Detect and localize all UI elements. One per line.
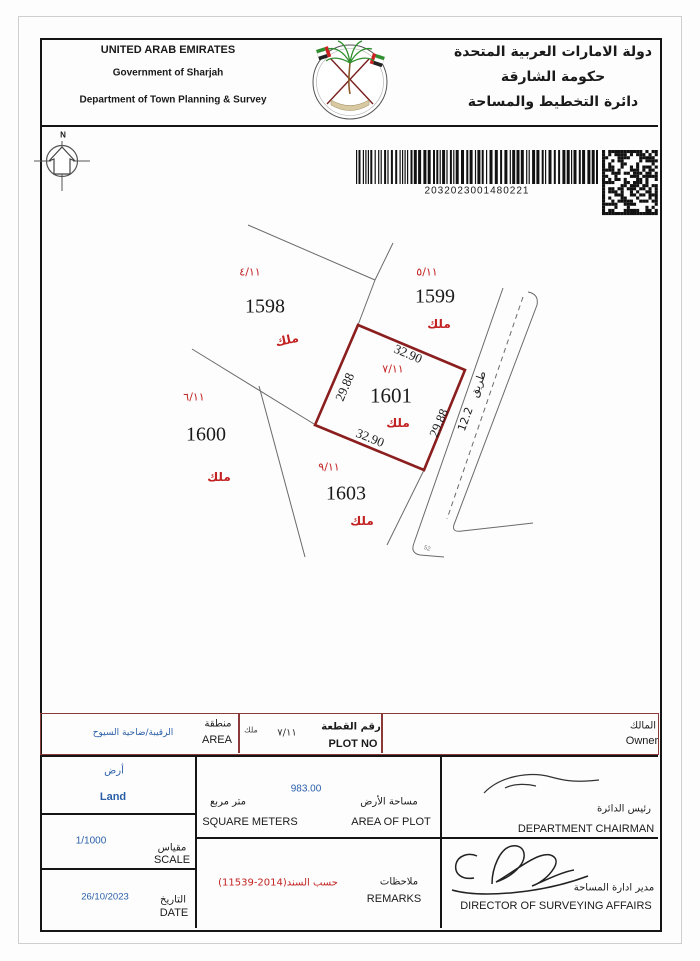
plot-1598-tenure: ملك — [274, 330, 300, 350]
road-label: طريق 12.2 — [455, 369, 489, 433]
area-of-plot-label-ar: مساحة الأرض — [360, 796, 418, 808]
header-department-ar: دائرة التخطيط والمساحة — [467, 94, 639, 110]
land-label-ar: أرض — [104, 765, 124, 777]
dimension-right: 29.88 — [425, 406, 452, 440]
area-value: الرقيبة/ضاحية السيوح — [92, 728, 174, 738]
plot-1599-tenure: ملك — [427, 317, 451, 331]
barcode-number: 2032023001480221 — [424, 185, 530, 197]
area-of-plot-label-en: AREA OF PLOT — [351, 816, 431, 828]
dimension-bottom: 32.90 — [353, 425, 387, 450]
main-plot-number: 1601 — [370, 383, 412, 408]
square-meters-label-en: SQUARE METERS — [202, 816, 298, 828]
dimension-top: 32.90 — [391, 340, 425, 367]
owner-label-en: Owner — [625, 735, 659, 747]
date-label-ar: التاريخ — [160, 894, 186, 906]
road-center-dashed — [447, 297, 523, 519]
director-label-ar: مدير ادارة المساحة — [573, 882, 655, 894]
remarks-label-en: REMARKS — [366, 893, 422, 905]
grid-h-mid — [195, 837, 658, 839]
remarks-value: حسب السند(2014-11539) — [218, 877, 338, 889]
road-small-note: 52 — [422, 545, 432, 553]
emblem-logo-icon — [313, 41, 387, 119]
header-country-en: UNITED ARAB EMIRATES — [100, 44, 236, 56]
plot-1599-sub-number: ٥/١١ — [416, 265, 438, 279]
qr-code-icon — [602, 150, 658, 215]
main-plot-tenure: ملك — [386, 416, 410, 430]
row1-divider-2 — [381, 714, 383, 753]
grid-h-scale — [40, 868, 195, 870]
main-plot-sub-number: ٧/١١ — [382, 362, 404, 376]
barcode — [356, 150, 598, 184]
scale-label-ar: مقياس — [157, 842, 187, 854]
area-label-ar: منطقة — [204, 718, 232, 730]
plot-1598-number: 1598 — [245, 295, 285, 318]
plot-no-tenure: ملك — [244, 725, 258, 735]
plot-1603-number: 1603 — [326, 482, 366, 505]
header-department-en: Department of Town Planning & Survey — [79, 94, 267, 106]
area-label-en: AREA — [202, 734, 232, 746]
director-signature — [452, 846, 588, 894]
plot-1599-number: 1599 — [415, 285, 455, 308]
plot-no-label-ar: رقم القطعة — [321, 721, 381, 733]
land-label-en: Land — [99, 791, 127, 803]
square-meters-label-ar: متر مربع — [209, 796, 247, 808]
scale-label-en: SCALE — [153, 854, 191, 866]
grid-h-land — [40, 813, 195, 815]
row1-divider-1 — [238, 714, 240, 753]
dimension-left: 29.88 — [331, 370, 358, 404]
date-value: 26/10/2023 — [81, 891, 129, 903]
header-government-en: Government of Sharjah — [112, 67, 224, 79]
header-government-ar: حكومة الشارقة — [500, 69, 606, 85]
plot-1600-sub-number: ٦/١١ — [183, 390, 205, 404]
chairman-label-en: DEPARTMENT CHAIRMAN — [517, 823, 655, 835]
chairman-signature — [484, 775, 599, 793]
compass-north-label: N — [60, 130, 66, 140]
chairman-label-ar: رئيس الدائرة — [597, 803, 651, 815]
plot-1600-tenure: ملك — [207, 470, 231, 484]
plot-1600-number: 1600 — [186, 423, 226, 446]
grid-h-top — [40, 755, 658, 757]
plot-1603-sub-number: ٩/١١ — [318, 460, 340, 474]
grid-v-left — [195, 755, 197, 928]
header-country-ar: دولة الامارات العربية المتحدة — [453, 44, 653, 60]
plot-no-label-en: PLOT NO — [328, 738, 378, 750]
plot-no-value: ٧/١١ — [277, 727, 297, 739]
remarks-label-ar: ملاحظات — [379, 876, 419, 888]
grid-v-right — [440, 755, 442, 928]
scale-value: 1/1000 — [75, 835, 107, 847]
director-label-en: DIRECTOR OF SURVEYING AFFAIRS — [460, 900, 652, 912]
plot-1598-sub-number: ٤/١١ — [239, 265, 261, 279]
date-label-en: DATE — [159, 907, 189, 919]
compass-north-icon — [34, 141, 90, 191]
area-of-plot-value: 983.00 — [290, 783, 322, 795]
owner-label-ar: المالك — [629, 720, 657, 732]
plot-1603-tenure: ملك — [350, 514, 374, 528]
